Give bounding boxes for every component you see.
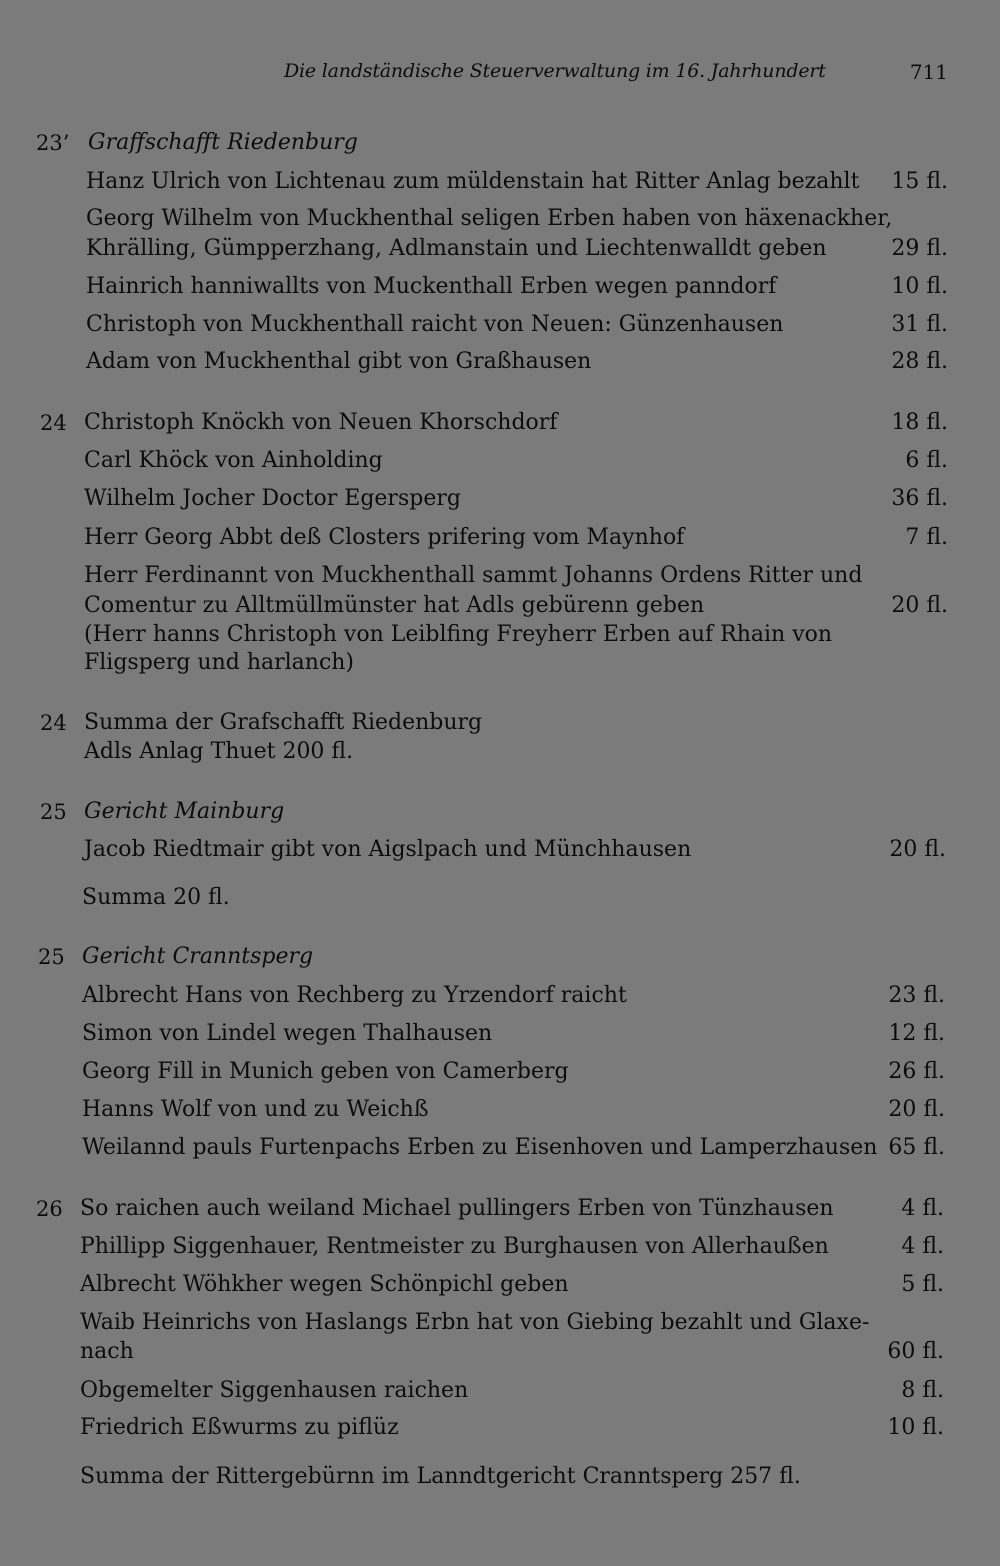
entry-text: Albrecht Wöhkher wegen Schönpichl geben <box>80 1272 569 1297</box>
entry-text: nach <box>80 1339 134 1364</box>
entry-amount: 12 fl. <box>888 1021 945 1046</box>
entry-text: Khrälling, Gümpperzhang, Adlmanstain und Liechtenwalldt geben <box>86 236 827 261</box>
entry-amount: 4 fl. <box>901 1234 944 1259</box>
running-header: Die landständische Steuerverwaltung im 16. Jahrhundert <box>284 60 826 82</box>
entry-text: Obgemelter Siggenhausen raichen <box>80 1378 469 1403</box>
entry-amount: 20 fl. <box>889 837 946 862</box>
entry-amount: 6 fl. <box>905 448 948 473</box>
entry-amount: 4 fl. <box>901 1196 944 1221</box>
entry-amount: 31 fl. <box>891 312 948 337</box>
entry-text: Hanz Ulrich von Lichtenau zum müldenstain hat Ritter Anlag bezahlt <box>86 169 860 194</box>
entry-text: Georg Wilhelm von Muckhenthal seligen Erben haben von häxenackher, <box>86 206 893 231</box>
entry-amount: 36 fl. <box>891 486 948 511</box>
entry-text: Hanns Wolf von und zu Weichß <box>82 1097 429 1122</box>
section-heading: Gericht Cranntsperg <box>82 944 314 969</box>
entry-amount: 5 fl. <box>901 1272 944 1297</box>
section-heading: Gericht Mainburg <box>84 799 285 824</box>
entry-amount: 18 fl. <box>891 410 948 435</box>
entry-amount: 65 fl. <box>888 1135 945 1160</box>
entry-text: Simon von Lindel wegen Thalhausen <box>82 1021 493 1046</box>
entry-amount: 20 fl. <box>891 593 948 618</box>
entry-text: Hainrich hanniwallts von Muckenthall Erben wegen panndorf <box>86 274 777 299</box>
entry-text: (Herr hanns Christoph von Leiblfing Freyherr Erben auf Rhain von <box>84 622 833 647</box>
entry-text: Christoph von Muckhenthall raicht von Neuen: Günzenhausen <box>86 312 784 337</box>
entry-amount: 10 fl. <box>887 1415 944 1440</box>
entry-text: Fligsperg und harlanch) <box>84 650 355 675</box>
entry-text: Carl Khöck von Ainholding <box>84 448 383 473</box>
entry-amount: 60 fl. <box>887 1339 944 1364</box>
entry-text: Herr Georg Abbt deß Closters prifering vom Maynhof <box>84 525 685 550</box>
entry-amount: 10 fl. <box>891 274 948 299</box>
section-number: 25 <box>40 800 67 824</box>
entry-amount: 23 fl. <box>888 983 945 1008</box>
entry-amount: 8 fl. <box>901 1378 944 1403</box>
entry-text: Herr Ferdinannt von Muckhenthall sammt Johanns Ordens Ritter und <box>84 563 863 588</box>
entry-amount: 7 fl. <box>905 525 948 550</box>
entry-amount: 29 fl. <box>891 236 948 261</box>
entry-text: Waib Heinrichs von Haslangs Erbn hat von Giebing bezahlt und Glaxe- <box>80 1310 870 1335</box>
entry-text: Comentur zu Alltmüllmünster hat Adls gebürenn geben <box>84 593 705 618</box>
section-number: 26 <box>36 1197 63 1221</box>
summary-text: Summa 20 fl. <box>82 885 230 910</box>
entry-text: Phillipp Siggenhauer, Rentmeister zu Burghausen von Allerhaußen <box>80 1234 829 1259</box>
section-number: 24 <box>40 711 67 735</box>
entry-text: Georg Fill in Munich geben von Camerberg <box>82 1059 569 1084</box>
entry-text: Albrecht Hans von Rechberg zu Yrzendorf raicht <box>82 983 627 1008</box>
entry-text: Adam von Muckhenthal gibt von Graßhausen <box>86 349 592 374</box>
entry-text: Weilannd pauls Furtenpachs Erben zu Eisenhoven und Lamperzhausen <box>82 1135 878 1160</box>
section-number: 23’ <box>36 131 70 155</box>
entry-amount: 20 fl. <box>888 1097 945 1122</box>
entry-text: Wilhelm Jocher Doctor Egersperg <box>84 486 461 511</box>
section-number: 25 <box>38 945 65 969</box>
entry-text: Friedrich Eßwurms zu piflüz <box>80 1415 399 1440</box>
summary-text: Summa der Grafschafft Riedenburg <box>84 710 483 735</box>
entry-text: Jacob Riedtmair gibt von Aigslpach und Münchhausen <box>84 837 692 862</box>
entry-amount: 28 fl. <box>891 349 948 374</box>
entry-amount: 26 fl. <box>888 1059 945 1084</box>
section-number: 24 <box>40 411 67 435</box>
summary-text: Summa der Rittergebürnn im Lanndtgericht Cranntsperg 257 fl. <box>80 1464 801 1489</box>
entry-amount: 15 fl. <box>891 169 948 194</box>
entry-text: So raichen auch weiland Michael pullingers Erben von Tünzhausen <box>80 1196 834 1221</box>
entry-text: Christoph Knöckh von Neuen Khorschdorf <box>84 410 558 435</box>
summary-text: Adls Anlag Thuet 200 fl. <box>84 739 354 764</box>
page-number: 711 <box>909 60 948 84</box>
section-heading: Graffschafft Riedenburg <box>88 130 358 155</box>
